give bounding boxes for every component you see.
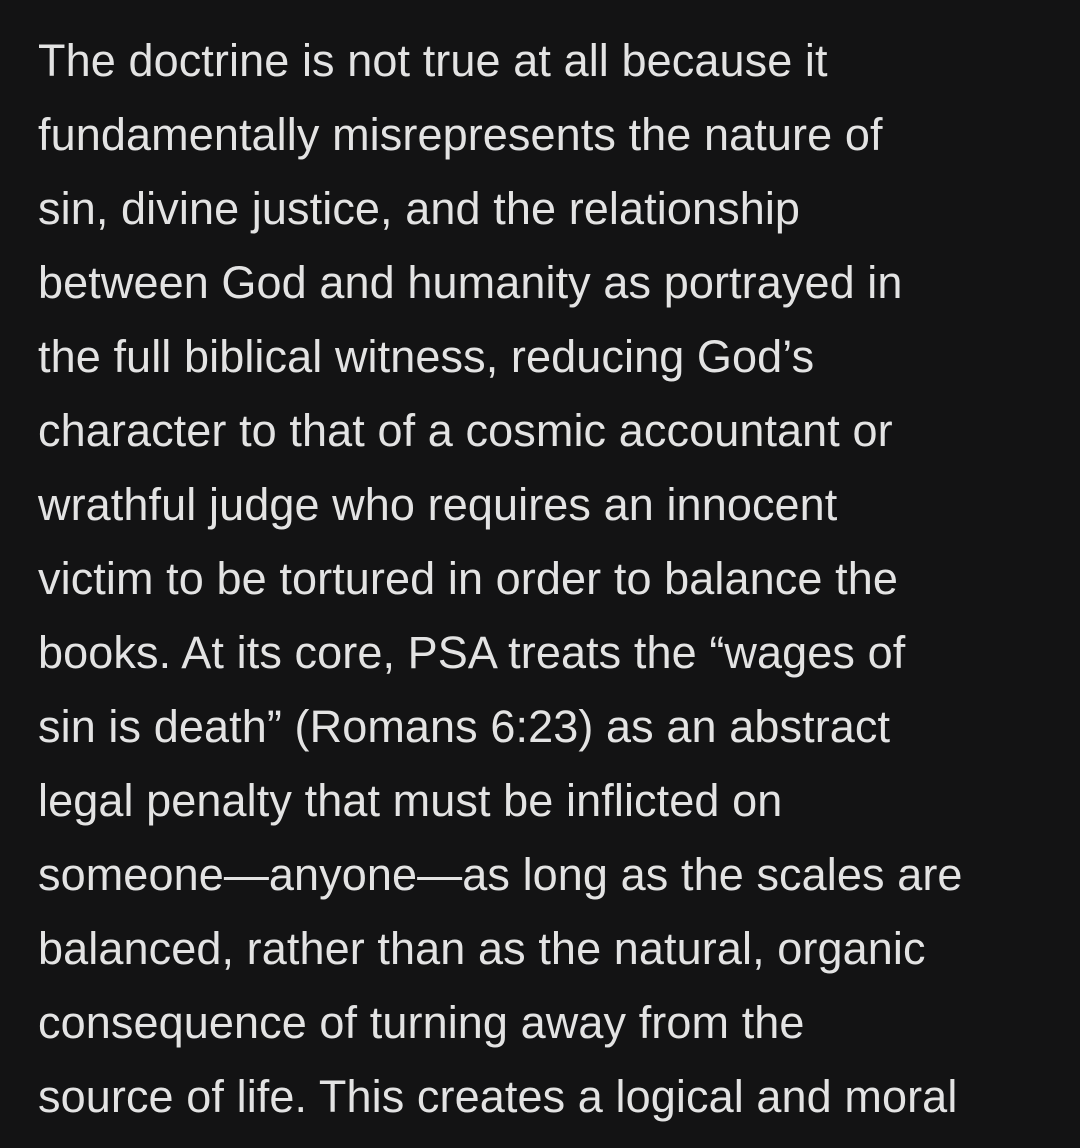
response-text-line: balanced, rather than as the natural, organic <box>38 923 926 974</box>
response-text-line: sin is death” (Romans 6:23) as an abstract <box>38 701 891 752</box>
response-text-line: legal penalty that must be inflicted on <box>38 775 783 826</box>
response-text-line: The doctrine is not true at all because it <box>38 35 828 86</box>
response-paragraph <box>38 24 1068 1134</box>
response-text-line: character to that of a cosmic accountant or <box>38 405 893 456</box>
response-text-line: victim to be tortured in order to balance the <box>38 553 898 604</box>
response-text-line: source of life. This creates a logical and moral <box>38 1071 958 1122</box>
response-text-line: between God and humanity as portrayed in <box>38 257 903 308</box>
response-text-line: someone—anyone—as long as the scales are <box>38 849 963 900</box>
response-text-line: consequence of turning away from the <box>38 997 805 1048</box>
response-text-line: sin, divine justice, and the relationship <box>38 183 801 234</box>
response-text-line: fundamentally misrepresents the nature of <box>38 109 883 160</box>
response-text-line: the full biblical witness, reducing God’s <box>38 331 815 382</box>
response-text-line: books. At its core, PSA treats the “wages of <box>38 627 906 678</box>
response-text-line: wrathful judge who requires an innocent <box>38 479 838 530</box>
